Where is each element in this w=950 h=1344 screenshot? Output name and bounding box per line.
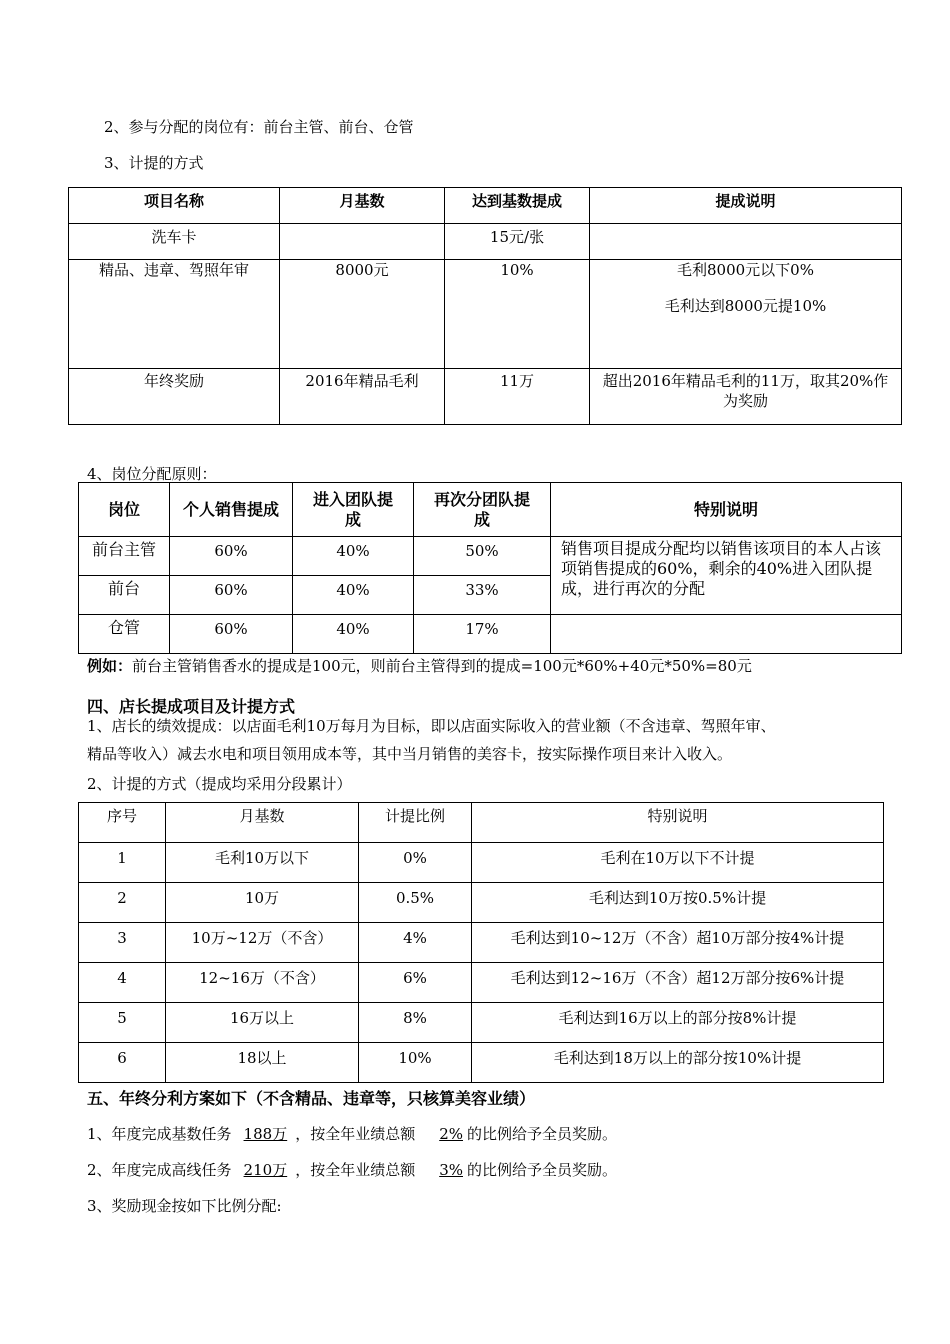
- header-cell: 个人销售提成: [170, 483, 293, 537]
- table-row: [79, 615, 902, 654]
- table-header-row: [69, 188, 902, 224]
- header-cell: 进入团队提成: [293, 483, 414, 537]
- table-row: [69, 260, 902, 369]
- table-cell: 40%: [293, 615, 414, 654]
- table-header-row: [79, 483, 902, 537]
- header-cell: 月基数: [280, 188, 445, 224]
- table-cell: 18以上: [166, 1043, 359, 1083]
- section-5-line-3: 3、奖励现金按如下比例分配:: [87, 1197, 282, 1215]
- table-cell: 年终奖励: [69, 369, 280, 425]
- section-5-title: 五、年终分利方案如下（不含精品、违章等，只核算美容业绩）: [87, 1089, 536, 1108]
- table-cell: 1: [79, 843, 166, 883]
- table-cell: 10万: [166, 883, 359, 923]
- header-cell: 计提比例: [359, 803, 472, 843]
- commission-table-1: [68, 187, 902, 425]
- table-cell: 6%: [359, 963, 472, 1003]
- table-cell: 10%: [359, 1043, 472, 1083]
- table-row: [79, 923, 884, 963]
- text-span: 的比例给予全员奖励。: [467, 1125, 618, 1143]
- table-cell: 精品、违章、驾照年审: [69, 260, 280, 369]
- item-2-text: 2、参与分配的岗位有：前台主管、前台、仓管: [104, 118, 414, 136]
- table-cell: 8%: [359, 1003, 472, 1043]
- table-cell: 0.5%: [359, 883, 472, 923]
- table-row: [69, 369, 902, 425]
- table-cell: [551, 615, 902, 654]
- table-cell: 0%: [359, 843, 472, 883]
- header-cell: 再次分团队提成: [414, 483, 551, 537]
- special-note-cell: 销售项目提成分配均以销售该项目的本人占该项销售提成的60%，剩余的40%进入团队提成，进行再次的分配: [551, 537, 902, 615]
- table-cell: 50%: [414, 537, 551, 576]
- table-cell: 超出2016年精品毛利的11万，取其20%作为奖励: [590, 369, 902, 425]
- table-cell: 6: [79, 1043, 166, 1083]
- table-cell: 毛利10万以下: [166, 843, 359, 883]
- table-cell: 前台: [79, 576, 170, 615]
- table-row: [79, 537, 902, 576]
- table-cell: 毛利达到10~12万（不含）超10万部分按4%计提: [472, 923, 884, 963]
- table-cell: 洗车卡: [69, 224, 280, 260]
- header-cell: 特别说明: [551, 483, 902, 537]
- base-target-value: 188万: [243, 1125, 288, 1143]
- table-row: [79, 1003, 884, 1043]
- table-cell: 10万~12万（不含）: [166, 923, 359, 963]
- example-text: 前台主管销售香水的提成是100元，则前台主管得到的提成=100元*60%+40元*50%=80元: [132, 657, 752, 675]
- allocation-table: [78, 482, 902, 654]
- text-span: 的比例给予全员奖励。: [467, 1161, 618, 1179]
- table-header-row: [79, 803, 884, 843]
- table-cell: [590, 260, 902, 369]
- table-cell: 33%: [414, 576, 551, 615]
- section-5-line-1: [87, 1124, 617, 1144]
- table-cell: [280, 224, 445, 260]
- table-cell: 4: [79, 963, 166, 1003]
- table-cell: 40%: [293, 576, 414, 615]
- table-row: [69, 224, 902, 260]
- table-cell: 毛利达到12~16万（不含）超12万部分按6%计提: [472, 963, 884, 1003]
- table-cell: 11万: [445, 369, 590, 425]
- table-cell: 60%: [170, 615, 293, 654]
- table-cell: 毛利达到18万以上的部分按10%计提: [472, 1043, 884, 1083]
- table-cell: 16万以上: [166, 1003, 359, 1043]
- table-cell: 8000元: [280, 260, 445, 369]
- header-cell: 岗位: [79, 483, 170, 537]
- table-cell: 10%: [445, 260, 590, 369]
- table-cell: 仓管: [79, 615, 170, 654]
- base-rate-value: 2%: [439, 1125, 463, 1143]
- example-line: [87, 656, 752, 676]
- text-span: ，按全年业绩总额: [295, 1125, 416, 1143]
- table-cell: [590, 224, 902, 260]
- text-span: 1、年度完成基数任务: [87, 1125, 232, 1143]
- table-cell: 毛利达到16万以上的部分按8%计提: [472, 1003, 884, 1043]
- item-4-text: 4、岗位分配原则：: [87, 465, 217, 483]
- header-cell: 项目名称: [69, 188, 280, 224]
- table-cell: 毛利达到10万按0.5%计提: [472, 883, 884, 923]
- table-row: [79, 883, 884, 923]
- header-cell: 提成说明: [590, 188, 902, 224]
- table-cell: 17%: [414, 615, 551, 654]
- header-cell: 序号: [79, 803, 166, 843]
- header-cell: 月基数: [166, 803, 359, 843]
- header-cell: 特别说明: [472, 803, 884, 843]
- text-span: ，按全年业绩总额: [295, 1161, 416, 1179]
- header-cell: 达到基数提成: [445, 188, 590, 224]
- table-row: [79, 1043, 884, 1083]
- table-cell: 前台主管: [79, 537, 170, 576]
- text-span: 2、年度完成高线任务: [87, 1161, 232, 1179]
- cell-line: 毛利达到8000元提10%: [664, 297, 827, 315]
- table-cell: 2016年精品毛利: [280, 369, 445, 425]
- table-cell: 5: [79, 1003, 166, 1043]
- high-target-value: 210万: [243, 1161, 288, 1179]
- table-cell: 40%: [293, 537, 414, 576]
- high-rate-value: 3%: [439, 1161, 463, 1179]
- table-cell: 4%: [359, 923, 472, 963]
- table-cell: 2: [79, 883, 166, 923]
- item-3-text: 3、计提的方式: [104, 154, 204, 172]
- table-cell: 60%: [170, 537, 293, 576]
- table-cell: 3: [79, 923, 166, 963]
- section-4-p1-line2: 精品等收入）减去水电和项目领用成本等，其中当月销售的美容卡，按实际操作项目来计入收入。: [87, 745, 733, 763]
- section-4-title: 四、店长提成项目及计提方式: [87, 697, 296, 716]
- table-row: [79, 963, 884, 1003]
- table-row: [79, 843, 884, 883]
- table-cell: 毛利在10万以下不计提: [472, 843, 884, 883]
- section-4-p2: 2、计提的方式（提成均采用分段累计）: [87, 775, 352, 793]
- table-cell: 60%: [170, 576, 293, 615]
- manager-commission-table: [78, 802, 884, 1083]
- section-4-p1-line1: 1、店长的绩效提成：以店面毛利10万每月为目标，即以店面实际收入的营业额（不含违章、驾照年审、: [87, 717, 776, 735]
- section-5-line-2: [87, 1160, 617, 1180]
- table-cell: 15元/张: [445, 224, 590, 260]
- cell-line: 毛利8000元以下0%: [677, 261, 814, 279]
- table-cell: 12~16万（不含）: [166, 963, 359, 1003]
- example-label: 例如：: [87, 657, 133, 675]
